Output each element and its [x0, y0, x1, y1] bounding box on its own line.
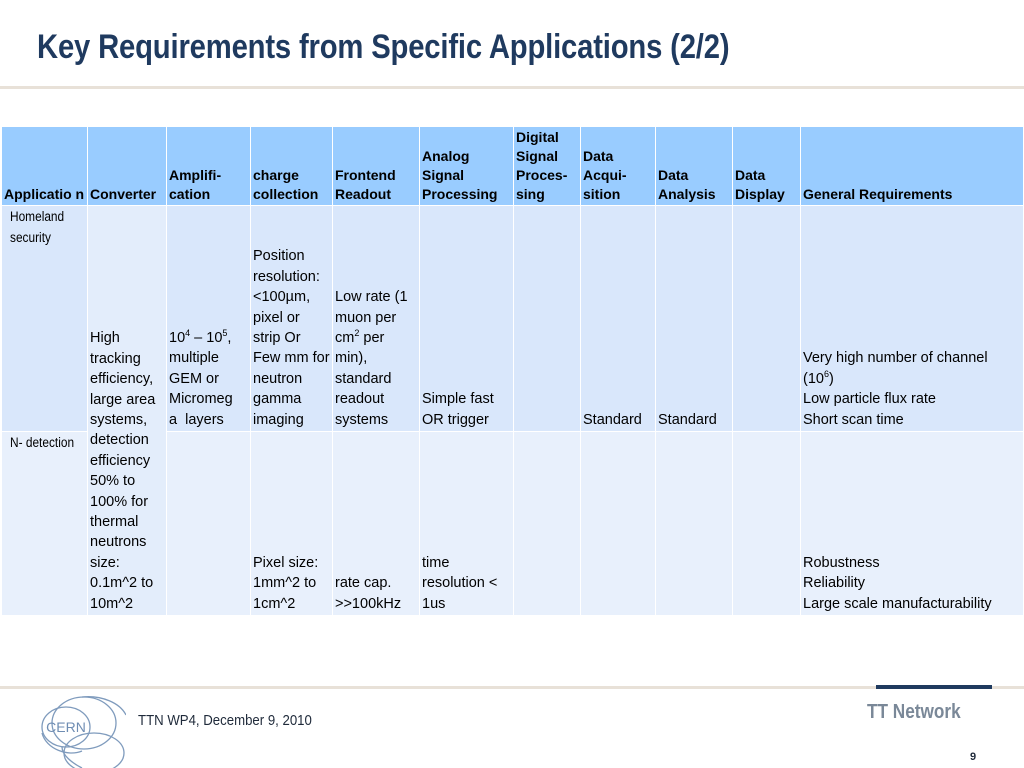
table-row	[2, 206, 1024, 432]
header-charge-collection: charge collection	[251, 127, 333, 206]
cell-general-requirements: Robustness Reliability Large scale manufacturability	[801, 432, 1024, 616]
cell-amplification	[167, 432, 251, 616]
cell-charge-collection: Position resolution: <100µm, pixel or strip Or Few mm for neutron gamma imaging	[251, 206, 333, 432]
cell-application: Homeland security	[2, 206, 88, 432]
cell-frontend-readout: Low rate (1 muon per $cm^2$ per min), standard readout systems	[333, 206, 420, 432]
header-data-display: Data Display	[733, 127, 801, 206]
cell-data-analysis	[656, 432, 733, 616]
cell-data-display	[733, 206, 801, 432]
cern-logo-icon	[22, 693, 126, 768]
cell-application: N- detection	[2, 432, 88, 616]
cell-analog-signal-processing: time resolution < 1us	[420, 432, 514, 616]
cell-amplification: $10^4 - 10^5$, multiple GEM or Micromeg a layers	[167, 206, 251, 432]
slide-title: Key Requirements from Specific Applications (2/2)	[37, 28, 730, 66]
cell-data-acquisition: Standard	[581, 206, 656, 432]
footer-divider	[0, 686, 1024, 689]
requirements-table	[1, 126, 1024, 616]
cell-converter: High tracking efficiency, large area systems, detection efficiency 50% to 100% for thermal neutrons size: 0.1m^2 to 10m^2	[88, 206, 167, 616]
header-application: Applicatio n	[2, 127, 88, 206]
cell-digital-signal-processing	[514, 206, 581, 432]
cell-data-display	[733, 432, 801, 616]
footer-text: TTN WP4, December 9, 2010	[138, 712, 312, 729]
title-divider	[0, 86, 1024, 89]
header-amplification: Amplifi- cation	[167, 127, 251, 206]
header-digital-signal-processing: Digital Signal Proces- sing	[514, 127, 581, 206]
cell-analog-signal-processing: Simple fast OR trigger	[420, 206, 514, 432]
cell-data-analysis: Standard	[656, 206, 733, 432]
cell-data-acquisition	[581, 432, 656, 616]
header-data-analysis: Data Analysis	[656, 127, 733, 206]
svg-text:CERN: CERN	[46, 719, 86, 735]
cell-digital-signal-processing	[514, 432, 581, 616]
header-analog-signal-processing: Analog Signal Processing	[420, 127, 514, 206]
cell-general-requirements: Very high number of channel $(10^6)$ Low particle flux rate Short scan time	[801, 206, 1024, 432]
header-row	[2, 127, 1024, 206]
cell-charge-collection: Pixel size: 1mm^2 to 1cm^2	[251, 432, 333, 616]
header-data-acquisition: Data Acqui- sition	[581, 127, 656, 206]
page-number: 9	[970, 751, 977, 763]
cell-frontend-readout: rate cap. >>100kHz	[333, 432, 420, 616]
header-converter: Converter	[88, 127, 167, 206]
brand-name: TT Network	[867, 701, 961, 723]
header-general-requirements: General Requirements	[801, 127, 1024, 206]
header-frontend-readout: Frontend Readout	[333, 127, 420, 206]
footer-accent-bar	[876, 685, 992, 689]
